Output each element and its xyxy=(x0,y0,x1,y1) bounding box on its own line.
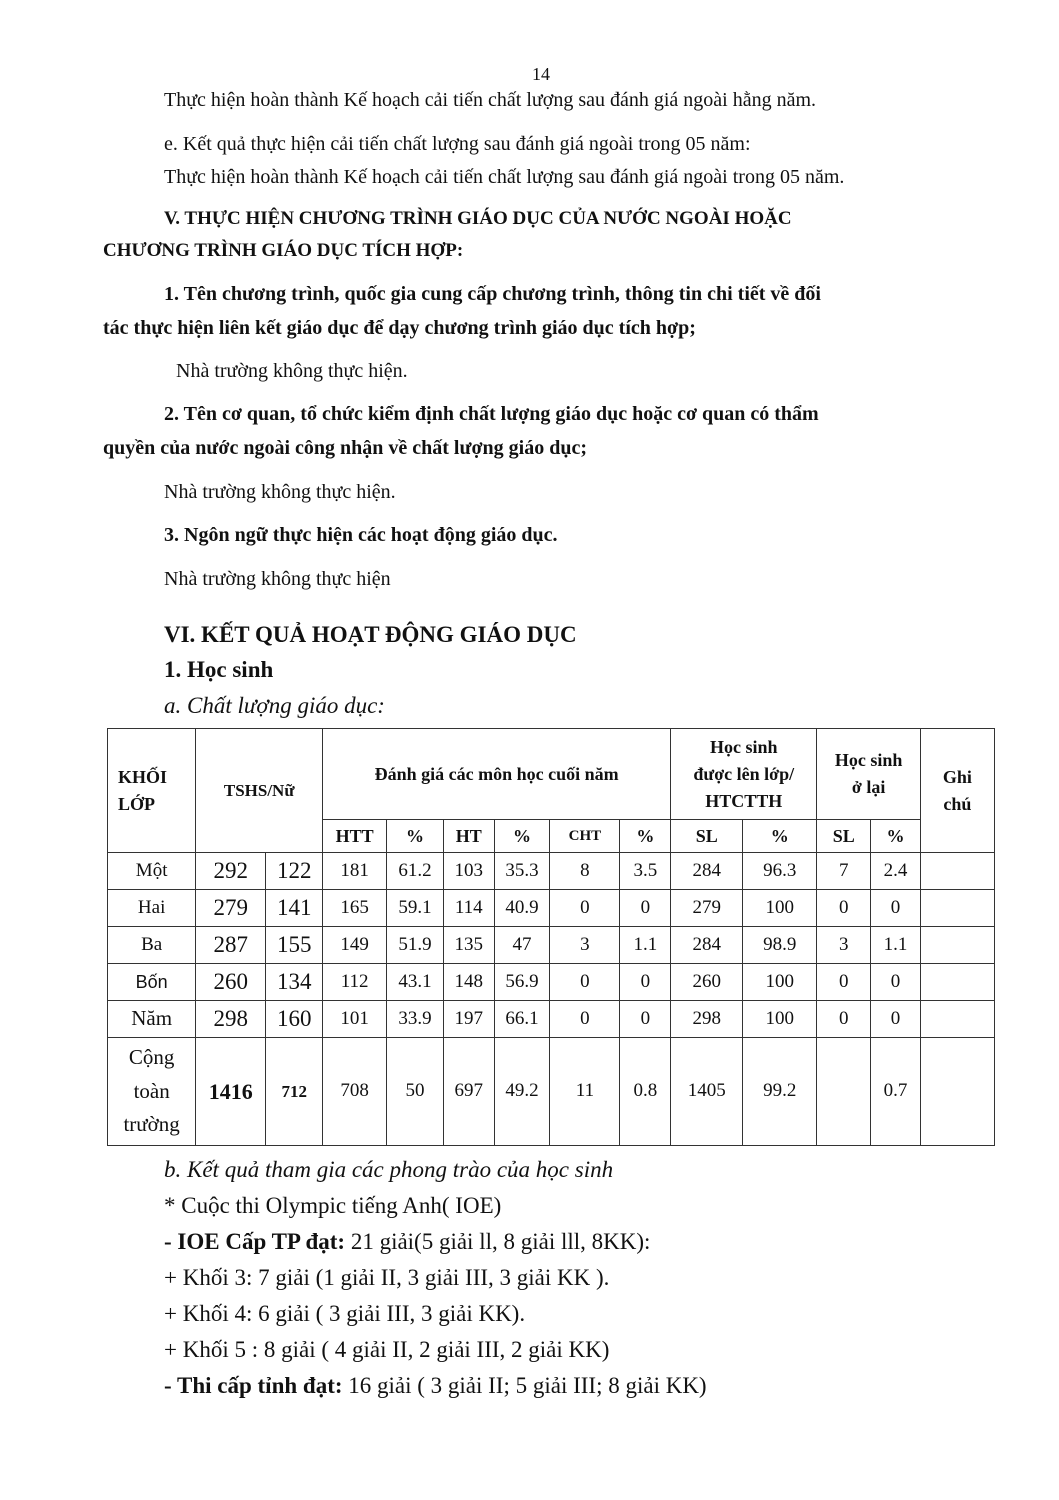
row-len-pct: 100 xyxy=(743,964,817,1001)
row-tshs: 260 xyxy=(196,964,266,1001)
header-tshs: TSHS/Nữ xyxy=(196,729,323,853)
row-htt: 181 xyxy=(323,853,387,890)
tinh-value: 16 giải ( 3 giải II; 5 giải III; 8 giải KK) xyxy=(342,1373,707,1398)
row-ghi xyxy=(920,853,994,890)
table-row xyxy=(108,853,995,890)
total-cht-pct: 0.8 xyxy=(620,1038,671,1146)
row-htt: 112 xyxy=(323,964,387,1001)
ioe-tp-value: 21 giải(5 giải ll, 8 giải lll, 8KK): xyxy=(345,1229,651,1254)
para-e-heading: e. Kết quả thực hiện cải tiến chất lượng sau đánh giá ngoài trong 05 năm: xyxy=(164,133,751,155)
row-cht-pct: 1.1 xyxy=(620,927,671,964)
row-htt-pct: 43.1 xyxy=(387,964,444,1001)
row-nu: 141 xyxy=(266,890,323,927)
section5-item1-text: Nhà trường không thực hiện. xyxy=(176,360,408,382)
row-len-pct: 100 xyxy=(743,1001,817,1038)
row-cht-pct: 0 xyxy=(620,890,671,927)
para-e-text: Thực hiện hoàn thành Kế hoạch cải tiến chất lượng sau đánh giá ngoài trong 05 năm. xyxy=(164,166,845,188)
row-ghi xyxy=(920,927,994,964)
table-row xyxy=(108,890,995,927)
row-o-sl: 7 xyxy=(817,853,871,890)
row-nu: 122 xyxy=(266,853,323,890)
total-o-sl xyxy=(817,1038,871,1146)
section5-item2-text: Nhà trường không thực hiện. xyxy=(164,481,396,503)
row-khoi: Bốn xyxy=(108,964,196,1001)
section6-sub1: 1. Học sinh xyxy=(164,657,274,682)
row-htt-pct: 33.9 xyxy=(387,1001,444,1038)
total-nu: 712 xyxy=(266,1038,323,1146)
total-tshs: 1416 xyxy=(196,1038,266,1146)
section5-item3-heading: 3. Ngôn ngữ thực hiện các hoạt động giáo dục. xyxy=(164,524,558,546)
row-len-pct: 98.9 xyxy=(743,927,817,964)
row-ht: 103 xyxy=(443,853,494,890)
row-khoi: Ba xyxy=(108,927,196,964)
row-cht: 3 xyxy=(550,927,620,964)
para-d-text: Thực hiện hoàn thành Kế hoạch cải tiến chất lượng sau đánh giá ngoài hằng năm. xyxy=(164,89,817,111)
row-ghi xyxy=(920,890,994,927)
total-khoi: Cộng toàn trường xyxy=(108,1038,196,1146)
subheader-o-sl: SL xyxy=(817,820,871,853)
table-row xyxy=(108,1001,995,1038)
row-khoi: Một xyxy=(108,853,196,890)
section5-title-line1: V. THỰC HIỆN CHƯƠNG TRÌNH GIÁO DỤC CỦA NƯỚC NGOÀI HOẶC xyxy=(164,208,792,229)
ioe-khoi4: + Khối 4: 6 giải ( 3 giải III, 3 giải KK). xyxy=(164,1301,526,1326)
row-cht: 0 xyxy=(550,964,620,1001)
row-cht: 0 xyxy=(550,1001,620,1038)
table-row xyxy=(108,964,995,1001)
ioe-khoi3: + Khối 3: 7 giải (1 giải II, 3 giải III, 3 giải KK ). xyxy=(164,1265,610,1290)
row-ht: 114 xyxy=(443,890,494,927)
subheader-len-sl: SL xyxy=(671,820,743,853)
row-o-pct: 0 xyxy=(871,964,921,1001)
tinh-line xyxy=(164,1373,707,1399)
row-htt-pct: 51.9 xyxy=(387,927,444,964)
row-cht: 8 xyxy=(550,853,620,890)
total-ghi xyxy=(920,1038,994,1146)
row-len-sl: 279 xyxy=(671,890,743,927)
row-cht-pct: 0 xyxy=(620,964,671,1001)
row-cht-pct: 3.5 xyxy=(620,853,671,890)
row-ht: 135 xyxy=(443,927,494,964)
header-danh-gia: Đánh giá các môn học cuối năm xyxy=(323,729,671,820)
row-ht: 148 xyxy=(443,964,494,1001)
tinh-label: - Thi cấp tỉnh đạt: xyxy=(164,1373,343,1398)
row-ht-pct: 40.9 xyxy=(494,890,550,927)
total-o-pct: 0.7 xyxy=(871,1038,921,1146)
row-o-sl: 0 xyxy=(817,1001,871,1038)
header-ghi-chu: Ghi chú xyxy=(920,729,994,853)
row-tshs: 298 xyxy=(196,1001,266,1038)
row-htt: 165 xyxy=(323,890,387,927)
row-htt-pct: 59.1 xyxy=(387,890,444,927)
row-tshs: 292 xyxy=(196,853,266,890)
header-len-lop: Học sinh được lên lớp/ HTCTTH xyxy=(671,729,817,820)
subheader-o-pct: % xyxy=(871,820,921,853)
ioe-title: * Cuộc thi Olympic tiếng Anh( IOE) xyxy=(164,1193,502,1218)
header-o-lai: Học sinh ở lại xyxy=(817,729,921,820)
row-ht: 197 xyxy=(443,1001,494,1038)
row-htt: 149 xyxy=(323,927,387,964)
row-len-pct: 100 xyxy=(743,890,817,927)
table-row xyxy=(108,927,995,964)
table-total-row xyxy=(108,1038,995,1146)
row-ghi xyxy=(920,964,994,1001)
row-len-sl: 260 xyxy=(671,964,743,1001)
row-cht-pct: 0 xyxy=(620,1001,671,1038)
row-htt-pct: 61.2 xyxy=(387,853,444,890)
total-cht: 11 xyxy=(550,1038,620,1146)
subheader-htt: HTT xyxy=(323,820,387,853)
row-o-sl: 0 xyxy=(817,964,871,1001)
row-ht-pct: 56.9 xyxy=(494,964,550,1001)
section5-item2-line1: 2. Tên cơ quan, tổ chức kiểm định chất lượng giáo dục hoặc cơ quan có thẩm xyxy=(164,403,819,425)
subheader-len-pct: % xyxy=(743,820,817,853)
row-len-sl: 284 xyxy=(671,853,743,890)
total-len-pct: 99.2 xyxy=(743,1038,817,1146)
row-len-sl: 284 xyxy=(671,927,743,964)
section6-sub-a: a. Chất lượng giáo dục: xyxy=(164,693,385,718)
row-cht: 0 xyxy=(550,890,620,927)
row-ht-pct: 47 xyxy=(494,927,550,964)
row-khoi: Năm xyxy=(108,1001,196,1038)
row-o-sl: 3 xyxy=(817,927,871,964)
ioe-tp-label: - IOE Cấp TP đạt: xyxy=(164,1229,346,1254)
row-nu: 155 xyxy=(266,927,323,964)
row-len-pct: 96.3 xyxy=(743,853,817,890)
ioe-tp-line xyxy=(164,1229,650,1255)
total-ht-pct: 49.2 xyxy=(494,1038,550,1146)
row-o-sl: 0 xyxy=(817,890,871,927)
section5-item1-line2: tác thực hiện liên kết giáo dục để dạy chương trình giáo dục tích hợp; xyxy=(103,317,696,339)
subheader-ht: HT xyxy=(443,820,494,853)
subheader-ht-pct: % xyxy=(494,820,550,853)
row-htt: 101 xyxy=(323,1001,387,1038)
header-khoi-lop: KHỐI LỚP xyxy=(108,729,196,853)
subheader-htt-pct: % xyxy=(387,820,444,853)
total-ht: 697 xyxy=(443,1038,494,1146)
subheader-cht: CHT xyxy=(550,820,620,853)
section6-sub-b: b. Kết quả tham gia các phong trào của học sinh xyxy=(164,1157,614,1182)
row-o-pct: 0 xyxy=(871,890,921,927)
row-khoi: Hai xyxy=(108,890,196,927)
row-ghi xyxy=(920,1001,994,1038)
row-tshs: 287 xyxy=(196,927,266,964)
total-len-sl: 1405 xyxy=(671,1038,743,1146)
section5-title-line2: CHƯƠNG TRÌNH GIÁO DỤC TÍCH HỢP: xyxy=(103,240,464,261)
row-o-pct: 0 xyxy=(871,1001,921,1038)
row-len-sl: 298 xyxy=(671,1001,743,1038)
section6-title: VI. KẾT QUẢ HOẠT ĐỘNG GIÁO DỤC xyxy=(164,622,577,647)
subheader-cht-pct: % xyxy=(620,820,671,853)
section5-item2-line2: quyền của nước ngoài công nhận về chất lượng giáo dục; xyxy=(103,437,588,459)
page-number: 14 xyxy=(532,64,550,84)
row-nu: 134 xyxy=(266,964,323,1001)
row-tshs: 279 xyxy=(196,890,266,927)
row-nu: 160 xyxy=(266,1001,323,1038)
row-o-pct: 2.4 xyxy=(871,853,921,890)
ioe-khoi5: + Khối 5 : 8 giải ( 4 giải II, 2 giải III, 2 giải KK) xyxy=(164,1337,610,1362)
row-o-pct: 1.1 xyxy=(871,927,921,964)
row-ht-pct: 35.3 xyxy=(494,853,550,890)
total-htt-pct: 50 xyxy=(387,1038,444,1146)
row-ht-pct: 66.1 xyxy=(494,1001,550,1038)
section5-item3-text: Nhà trường không thực hiện xyxy=(164,568,391,590)
total-htt: 708 xyxy=(323,1038,387,1146)
section5-item1-line1: 1. Tên chương trình, quốc gia cung cấp chương trình, thông tin chi tiết về đối xyxy=(164,283,821,305)
education-quality-table xyxy=(107,728,995,1146)
